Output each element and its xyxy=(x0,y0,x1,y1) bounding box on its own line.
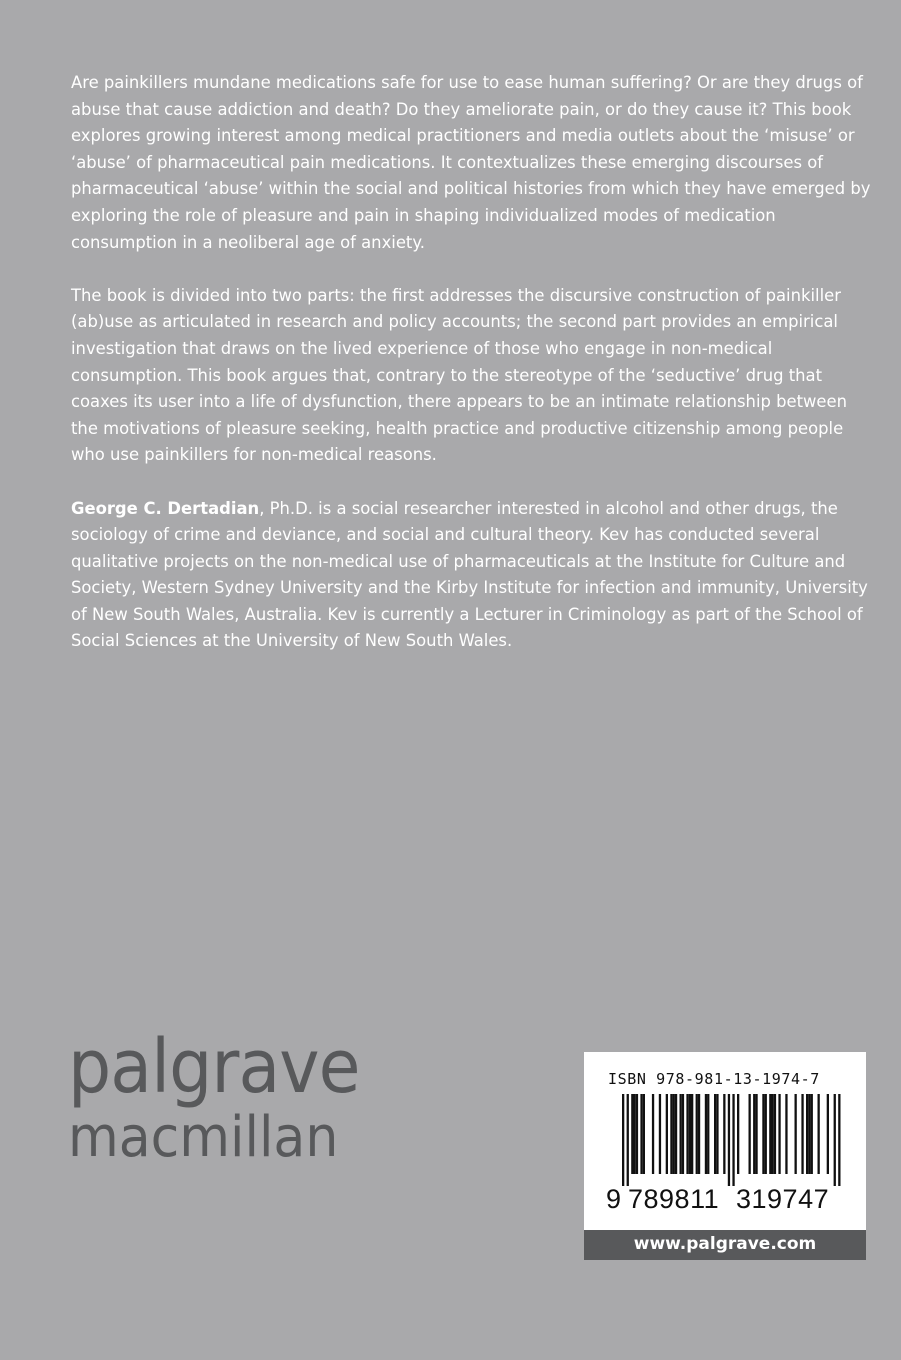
barcode-bar xyxy=(732,1094,734,1186)
barcode-bar xyxy=(827,1094,829,1174)
barcode-bar xyxy=(795,1094,797,1174)
barcode-digit-first: 9 xyxy=(606,1184,622,1214)
barcode-bar xyxy=(808,1094,810,1174)
barcode-bar xyxy=(682,1094,684,1174)
barcode-bar xyxy=(778,1094,780,1174)
barcode-bar xyxy=(705,1094,707,1174)
barcode-bar xyxy=(691,1094,693,1174)
description-paragraph-1: Are painkillers mundane medications safe for use to ease human suffering? Or are they drugs of abuse that cause addiction and death? Do they ameliorate pain, or do they cause it? This book explores growing interest among medical practitioners and media outlets about the ‘misuse’ or ‘abuse’ of pharmaceutical pain medications. It contextualizes these emerging discourses of pharmaceutical ‘abuse’ within the social and political histories from which they have emerged by exploring the role of pleasure and pain in shaping individualized modes of medication consumption in a neoliberal age of anxiety. xyxy=(71,73,871,252)
barcode-bar xyxy=(801,1094,803,1174)
barcode-bar xyxy=(675,1094,677,1174)
barcode-bar xyxy=(686,1094,688,1174)
author-bio-text: , Ph.D. is a social researcher interested in alcohol and other drugs, the sociology of crime and deviance, and social and cultural theory. Kev has conducted several qualitative projects on the non-medical use of pharmaceuticals at the Institute for Culture and Society, Western Sydney University and the Kirby Institute for infection and immunity, University of New South Wales, Australia. Kev is currently a Lecturer in Criminology as part of the School of Social Sciences at the University of New South Wales. xyxy=(71,498,868,651)
barcode-bar xyxy=(834,1094,836,1186)
barcode-bar xyxy=(714,1094,716,1174)
barcode-bar xyxy=(631,1094,633,1174)
barcode-bar xyxy=(707,1094,709,1174)
barcode-bar xyxy=(774,1094,776,1174)
barcode-bar xyxy=(670,1094,672,1174)
barcode-bar xyxy=(811,1094,813,1174)
barcode-bar xyxy=(659,1094,661,1174)
barcode-bar xyxy=(838,1094,840,1186)
logo-line-palgrave: palgrave xyxy=(68,1024,360,1110)
barcode-bar xyxy=(636,1094,638,1174)
barcode-bar xyxy=(643,1094,645,1174)
barcode-bar xyxy=(765,1094,767,1174)
back-cover-blurb xyxy=(71,70,871,682)
barcode-bar xyxy=(622,1094,624,1186)
barcode-bar xyxy=(785,1094,787,1174)
barcode-image xyxy=(606,1094,846,1186)
website-url: www.palgrave.com xyxy=(584,1230,866,1260)
publisher-logo xyxy=(68,1024,385,1170)
barcode-bar xyxy=(666,1094,668,1174)
barcode-bar xyxy=(772,1094,774,1174)
barcode-bar xyxy=(634,1094,636,1174)
barcode-bar xyxy=(640,1094,642,1174)
barcode-bar xyxy=(723,1094,725,1174)
barcode-digits xyxy=(606,1184,836,1214)
description-paragraph-2: The book is divided into two parts: the first addresses the discursive construction of painkiller (ab)use as articulated in research and policy accounts; the second part provides an empirical investigation that draws on the lived experience of those who engage in non-medical consumption. This book argues that, contrary to the stereotype of the ‘seductive’ drug that coaxes its user into a life of dysfunction, there appears to be an intimate relationship between the motivations of pleasure seeking, health practice and productive citizenship among people who use painkillers for non-medical reasons. xyxy=(71,285,847,465)
barcode-bar xyxy=(769,1094,771,1174)
barcode-digits-right: 319747 xyxy=(736,1184,830,1214)
barcode-bar xyxy=(753,1094,755,1174)
barcode-bar xyxy=(749,1094,751,1174)
barcode-bar xyxy=(737,1094,739,1174)
author-name: George C. Dertadian xyxy=(71,498,260,518)
barcode-bar xyxy=(689,1094,691,1174)
barcode-bar xyxy=(680,1094,682,1174)
barcode-bar xyxy=(627,1094,629,1186)
barcode-bar xyxy=(696,1094,698,1174)
barcode-bar xyxy=(698,1094,700,1174)
isbn-barcode-box xyxy=(584,1052,866,1230)
barcode-bar xyxy=(716,1094,718,1174)
barcode-bar xyxy=(652,1094,654,1174)
barcode-bar xyxy=(762,1094,764,1174)
logo-line-macmillan: macmillan xyxy=(68,1105,339,1170)
author-bio-paragraph xyxy=(71,496,871,656)
barcode-bar xyxy=(818,1094,820,1174)
isbn-label: ISBN 978-981-13-1974-7 xyxy=(608,1070,820,1088)
barcode-bar xyxy=(755,1094,757,1174)
barcode-bar xyxy=(673,1094,675,1174)
barcode-bar xyxy=(728,1094,730,1186)
barcode-bar xyxy=(806,1094,808,1174)
barcode-digits-left: 789811 xyxy=(628,1184,720,1214)
